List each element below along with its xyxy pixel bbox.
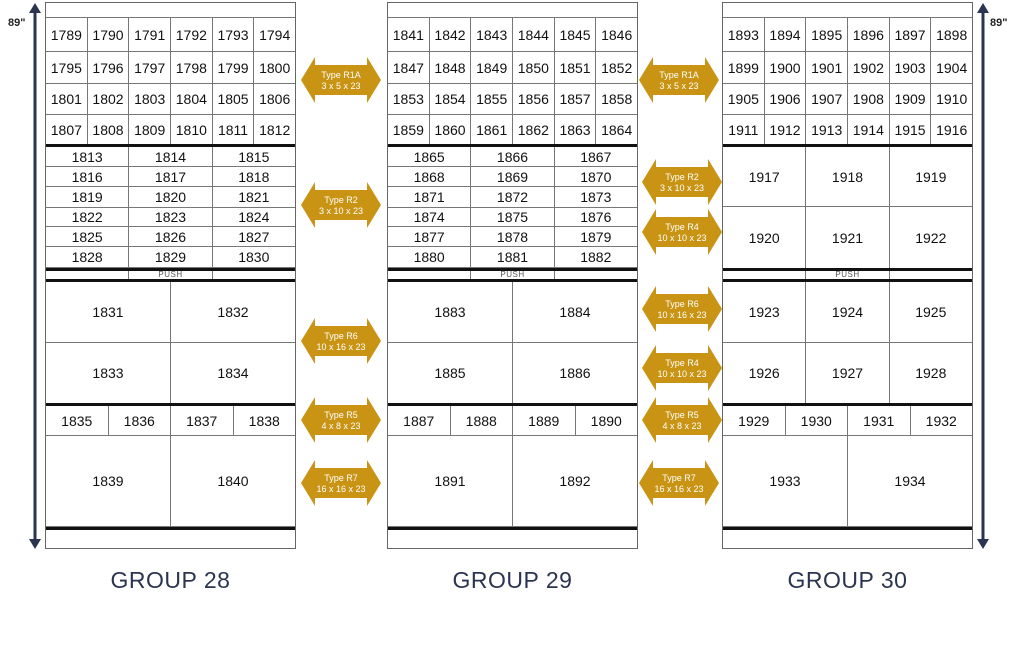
double-arrow-icon — [301, 57, 381, 103]
locker-row — [723, 52, 972, 84]
group-label-29: GROUP 29 — [452, 567, 573, 593]
tag-dimensions: 10 x 10 x 23 — [657, 233, 707, 243]
locker-compartment: 1853 — [388, 84, 430, 115]
locker-compartment: 1876 — [555, 208, 637, 227]
locker-compartment: 1826 — [129, 227, 212, 247]
locker-compartment: 1891 — [388, 436, 513, 527]
locker-row — [388, 187, 637, 208]
tag-dimensions: 10 x 16 x 23 — [657, 310, 707, 320]
locker-row — [46, 208, 295, 227]
locker-compartment: 1903 — [890, 52, 932, 84]
locker-row — [388, 52, 637, 84]
locker-compartment: 1864 — [596, 115, 637, 145]
locker-compartment: 1888 — [451, 406, 514, 436]
type-tag-double-arrow — [301, 397, 381, 443]
locker-compartment: 1916 — [931, 115, 972, 145]
locker-compartment: 1844 — [513, 18, 555, 52]
locker-row — [388, 436, 637, 527]
tag-dimensions: 16 x 16 x 23 — [316, 484, 366, 494]
locker-compartment: 1858 — [596, 84, 637, 115]
tag-type: Type R6 — [665, 299, 699, 309]
tag-type: Type R7 — [662, 473, 696, 483]
locker-compartment: 1857 — [555, 84, 597, 115]
tag-type: Type R1A — [659, 70, 699, 80]
locker-compartment: 1863 — [555, 115, 597, 145]
locker-compartment: 1897 — [890, 18, 932, 52]
height-dimension-right — [977, 3, 989, 549]
locker-unit-group-29 — [387, 2, 638, 549]
tag-dimensions: 3 x 5 x 23 — [659, 81, 699, 91]
locker-compartment: 1843 — [471, 18, 513, 52]
locker-compartment: 1792 — [171, 18, 213, 52]
locker-row — [723, 18, 972, 52]
locker-compartment: 1810 — [171, 115, 213, 145]
locker-compartment: 1828 — [46, 247, 129, 268]
shelf-divider — [388, 527, 637, 530]
locker-compartment: 1884 — [513, 282, 637, 343]
locker-compartment: 1801 — [46, 84, 88, 115]
type-tag-double-arrow — [642, 345, 722, 391]
locker-row — [723, 84, 972, 115]
height-label-right: 89" — [990, 17, 1008, 29]
tag-dimensions: 4 x 8 x 23 — [321, 421, 361, 431]
locker-compartment: 1794 — [254, 18, 295, 52]
locker-compartment: 1913 — [806, 115, 848, 145]
push-bar — [723, 271, 972, 279]
height-dimension-left — [29, 3, 41, 549]
push-label: PUSH — [470, 271, 554, 279]
type-tag-double-arrow — [642, 286, 722, 332]
locker-compartment: 1873 — [555, 187, 637, 208]
locker-row — [46, 167, 295, 187]
locker-row — [388, 167, 637, 187]
tag-dimensions: 3 x 10 x 23 — [659, 183, 705, 193]
locker-row — [46, 282, 295, 343]
shelf-divider — [46, 527, 295, 530]
double-arrow-icon — [301, 318, 381, 364]
locker-compartment: 1927 — [806, 343, 889, 404]
locker-compartment: 1809 — [129, 115, 171, 145]
locker-compartment: 1837 — [171, 406, 234, 436]
locker-compartment: 1922 — [890, 207, 972, 269]
locker-unit-group-30 — [722, 2, 973, 549]
locker-compartment: 1795 — [46, 52, 88, 84]
locker-row — [723, 343, 972, 404]
locker-compartment: 1831 — [46, 282, 171, 343]
locker-compartment: 1908 — [848, 84, 890, 115]
locker-compartment: 1905 — [723, 84, 765, 115]
locker-compartment: 1854 — [430, 84, 472, 115]
tag-dimensions: 10 x 16 x 23 — [316, 342, 366, 352]
locker-row — [46, 84, 295, 115]
locker-row — [46, 227, 295, 247]
locker-compartment: 1838 — [234, 406, 296, 436]
double-arrow-icon — [639, 460, 719, 506]
locker-compartment: 1799 — [213, 52, 255, 84]
locker-compartment: 1877 — [388, 227, 471, 247]
locker-compartment: 1882 — [555, 247, 637, 268]
locker-unit-group-28 — [45, 2, 296, 549]
push-bar — [388, 271, 637, 279]
locker-compartment: 1800 — [254, 52, 295, 84]
locker-compartment: 1898 — [931, 18, 972, 52]
locker-compartment: 1895 — [806, 18, 848, 52]
locker-compartment: 1889 — [513, 406, 576, 436]
type-tag-double-arrow — [642, 209, 722, 255]
locker-row — [388, 247, 637, 268]
double-arrow-icon — [301, 397, 381, 443]
locker-compartment: 1847 — [388, 52, 430, 84]
tag-type: Type R1A — [321, 70, 361, 80]
tag-type: Type R4 — [665, 222, 699, 232]
height-label-left: 89" — [8, 17, 26, 29]
locker-compartment: 1841 — [388, 18, 430, 52]
locker-compartment: 1797 — [129, 52, 171, 84]
locker-compartment: 1896 — [848, 18, 890, 52]
locker-compartment: 1842 — [430, 18, 472, 52]
locker-compartment: 1870 — [555, 167, 637, 187]
locker-compartment: 1803 — [129, 84, 171, 115]
locker-row — [388, 84, 637, 115]
locker-compartment: 1872 — [471, 187, 554, 208]
locker-compartment: 1819 — [46, 187, 129, 208]
locker-compartment: 1833 — [46, 343, 171, 404]
locker-compartment: 1813 — [46, 147, 129, 167]
locker-row — [46, 52, 295, 84]
locker-compartment: 1924 — [806, 282, 889, 343]
tag-type: Type R7 — [324, 473, 358, 483]
locker-compartment: 1849 — [471, 52, 513, 84]
locker-compartment: 1825 — [46, 227, 129, 247]
locker-compartment: 1852 — [596, 52, 637, 84]
locker-compartment: 1832 — [171, 282, 295, 343]
locker-compartment: 1791 — [129, 18, 171, 52]
locker-compartment: 1904 — [931, 52, 972, 84]
locker-compartment: 1906 — [765, 84, 807, 115]
tag-dimensions: 3 x 5 x 23 — [321, 81, 361, 91]
locker-compartment: 1881 — [471, 247, 554, 268]
tag-dimensions: 3 x 10 x 23 — [318, 206, 364, 216]
locker-row — [388, 208, 637, 227]
double-arrow-icon — [301, 182, 381, 228]
double-arrow-icon — [642, 286, 722, 332]
locker-compartment: 1871 — [388, 187, 471, 208]
type-tag-double-arrow — [642, 397, 722, 443]
locker-compartment: 1894 — [765, 18, 807, 52]
locker-compartment: 1865 — [388, 147, 471, 167]
double-arrow-icon — [642, 209, 722, 255]
tag-type: Type R2 — [665, 172, 699, 182]
locker-compartment: 1899 — [723, 52, 765, 84]
tag-type: Type R5 — [665, 410, 699, 420]
locker-compartment: 1855 — [471, 84, 513, 115]
locker-compartment: 1917 — [723, 147, 806, 207]
locker-compartment: 1861 — [471, 115, 513, 145]
locker-compartment: 1818 — [213, 167, 295, 187]
locker-compartment: 1821 — [213, 187, 295, 208]
locker-row — [723, 282, 972, 343]
locker-compartment: 1806 — [254, 84, 295, 115]
tag-dimensions: 4 x 8 x 23 — [662, 421, 702, 431]
locker-compartment: 1827 — [213, 227, 295, 247]
group-label-28: GROUP 28 — [110, 567, 231, 593]
locker-compartment: 1848 — [430, 52, 472, 84]
push-bar — [46, 271, 295, 279]
locker-compartment: 1789 — [46, 18, 88, 52]
locker-row — [388, 18, 637, 52]
locker-compartment: 1920 — [723, 207, 806, 269]
locker-row — [388, 147, 637, 167]
locker-compartment: 1796 — [88, 52, 130, 84]
locker-compartment: 1802 — [88, 84, 130, 115]
locker-row — [723, 147, 972, 207]
locker-row — [388, 343, 637, 404]
locker-row — [388, 282, 637, 343]
locker-compartment: 1859 — [388, 115, 430, 145]
locker-row — [46, 187, 295, 208]
locker-compartment: 1868 — [388, 167, 471, 187]
locker-compartment: 1918 — [806, 147, 889, 207]
locker-compartment: 1823 — [129, 208, 212, 227]
locker-compartment: 1804 — [171, 84, 213, 115]
double-arrow-icon — [642, 159, 722, 205]
locker-compartment: 1860 — [430, 115, 472, 145]
locker-compartment: 1911 — [723, 115, 765, 145]
locker-compartment: 1807 — [46, 115, 88, 145]
locker-compartment: 1912 — [765, 115, 807, 145]
locker-compartment: 1869 — [471, 167, 554, 187]
locker-compartment: 1926 — [723, 343, 806, 404]
locker-compartment: 1930 — [786, 406, 849, 436]
push-label: PUSH — [128, 271, 212, 279]
locker-row — [723, 115, 972, 145]
locker-row — [723, 436, 972, 527]
locker-compartment: 1914 — [848, 115, 890, 145]
locker-compartment: 1887 — [388, 406, 451, 436]
locker-compartment: 1900 — [765, 52, 807, 84]
locker-row — [388, 115, 637, 145]
locker-compartment: 1805 — [213, 84, 255, 115]
locker-row — [388, 406, 637, 436]
locker-compartment: 1846 — [596, 18, 637, 52]
locker-compartment: 1830 — [213, 247, 295, 268]
locker-compartment: 1901 — [806, 52, 848, 84]
locker-compartment: 1814 — [129, 147, 212, 167]
locker-compartment: 1880 — [388, 247, 471, 268]
locker-compartment: 1815 — [213, 147, 295, 167]
locker-compartment: 1892 — [513, 436, 637, 527]
locker-compartment: 1874 — [388, 208, 471, 227]
locker-row — [723, 406, 972, 436]
locker-compartment: 1902 — [848, 52, 890, 84]
locker-row — [46, 436, 295, 527]
locker-compartment: 1867 — [555, 147, 637, 167]
tag-type: Type R6 — [324, 331, 358, 341]
tag-dimensions: 16 x 16 x 23 — [654, 484, 704, 494]
double-arrow-icon — [301, 460, 381, 506]
type-tag-double-arrow — [642, 159, 722, 205]
tag-dimensions: 10 x 10 x 23 — [657, 369, 707, 379]
double-arrow-icon — [642, 397, 722, 443]
locker-compartment: 1925 — [890, 282, 972, 343]
locker-compartment: 1816 — [46, 167, 129, 187]
locker-compartment: 1923 — [723, 282, 806, 343]
locker-compartment: 1932 — [911, 406, 973, 436]
locker-compartment: 1834 — [171, 343, 295, 404]
locker-compartment: 1875 — [471, 208, 554, 227]
locker-row — [388, 227, 637, 247]
locker-compartment: 1811 — [213, 115, 255, 145]
locker-compartment: 1885 — [388, 343, 513, 404]
locker-compartment: 1850 — [513, 52, 555, 84]
locker-compartment: 1866 — [471, 147, 554, 167]
push-label: PUSH — [805, 271, 889, 279]
type-tag-double-arrow — [301, 182, 381, 228]
locker-compartment: 1933 — [723, 436, 848, 527]
locker-compartment: 1822 — [46, 208, 129, 227]
double-arrow-icon — [639, 57, 719, 103]
type-tag-double-arrow — [301, 460, 381, 506]
locker-compartment: 1934 — [848, 436, 972, 527]
locker-compartment: 1793 — [213, 18, 255, 52]
tag-type: Type R5 — [324, 410, 358, 420]
locker-compartment: 1790 — [88, 18, 130, 52]
group-label-30: GROUP 30 — [787, 567, 908, 593]
locker-row — [46, 247, 295, 268]
locker-compartment: 1851 — [555, 52, 597, 84]
locker-compartment: 1907 — [806, 84, 848, 115]
locker-compartment: 1879 — [555, 227, 637, 247]
locker-compartment: 1928 — [890, 343, 972, 404]
locker-compartment: 1883 — [388, 282, 513, 343]
locker-compartment: 1820 — [129, 187, 212, 208]
type-tag-double-arrow — [639, 57, 719, 103]
locker-compartment: 1808 — [88, 115, 130, 145]
double-arrow-icon — [642, 345, 722, 391]
locker-row — [46, 147, 295, 167]
locker-compartment: 1890 — [576, 406, 638, 436]
locker-compartment: 1909 — [890, 84, 932, 115]
locker-compartment: 1921 — [806, 207, 889, 269]
locker-compartment: 1845 — [555, 18, 597, 52]
locker-compartment: 1931 — [848, 406, 911, 436]
locker-compartment: 1910 — [931, 84, 972, 115]
locker-row — [723, 207, 972, 269]
locker-compartment: 1840 — [171, 436, 295, 527]
locker-compartment: 1862 — [513, 115, 555, 145]
locker-row — [46, 115, 295, 145]
locker-row — [46, 18, 295, 52]
locker-compartment: 1836 — [109, 406, 172, 436]
locker-compartment: 1817 — [129, 167, 212, 187]
tag-type: Type R2 — [324, 195, 358, 205]
locker-compartment: 1915 — [890, 115, 932, 145]
locker-compartment: 1798 — [171, 52, 213, 84]
locker-row — [46, 406, 295, 436]
locker-compartment: 1929 — [723, 406, 786, 436]
type-tag-double-arrow — [301, 318, 381, 364]
locker-compartment: 1812 — [254, 115, 295, 145]
locker-compartment: 1824 — [213, 208, 295, 227]
locker-compartment: 1878 — [471, 227, 554, 247]
locker-compartment: 1893 — [723, 18, 765, 52]
shelf-divider — [723, 527, 972, 530]
locker-compartment: 1839 — [46, 436, 171, 527]
locker-compartment: 1835 — [46, 406, 109, 436]
locker-compartment: 1856 — [513, 84, 555, 115]
locker-row — [46, 343, 295, 404]
type-tag-double-arrow — [639, 460, 719, 506]
type-tag-double-arrow — [301, 57, 381, 103]
locker-compartment: 1919 — [890, 147, 972, 207]
locker-compartment: 1829 — [129, 247, 212, 268]
locker-compartment: 1886 — [513, 343, 637, 404]
tag-type: Type R4 — [665, 358, 699, 368]
